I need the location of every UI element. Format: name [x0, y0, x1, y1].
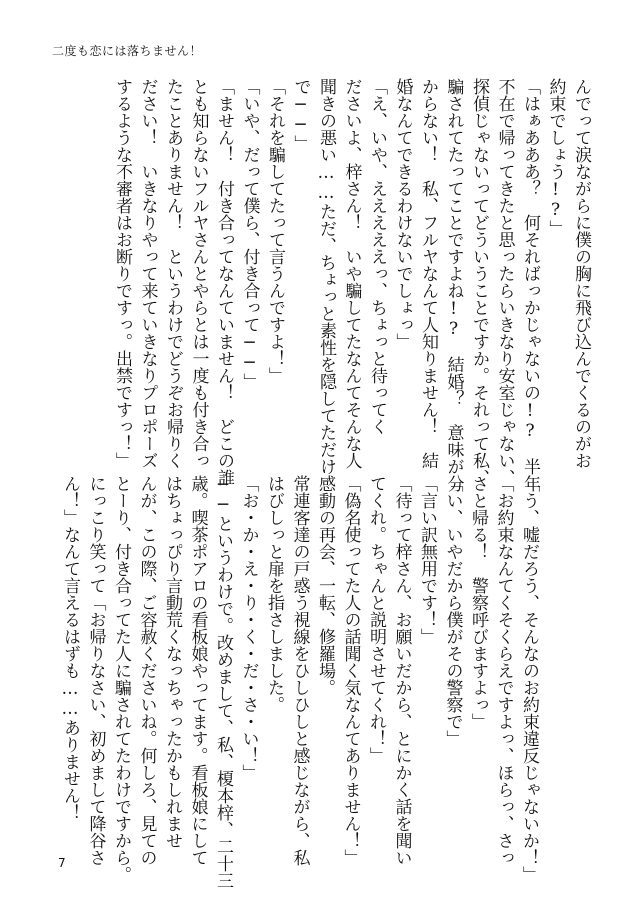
running-header: 二度も恋には落ちません！ — [52, 44, 203, 58]
text-line: 「お約束なんてくそくらえですよっ、ほらっ、さっ — [493, 475, 514, 866]
text-line: んが、この際、ご容赦くださいね。何しろ、見ての — [136, 475, 157, 866]
text-line: するような不審者はお断りですっ。出禁ですっ！」 — [112, 78, 132, 469]
text-line: 「い、いやだから僕がその警察で」 — [442, 475, 463, 747]
text-line: ん！」なんて言えるはずも……ありません！ — [60, 475, 80, 821]
text-line: はちょっぴり言動荒くなっちゃったかもしれませ — [162, 475, 182, 849]
text-line: 婚なんてできるわけないでしょっ」 — [392, 78, 413, 350]
text-line: 感動の再会、一転、修羅場。 — [315, 475, 335, 696]
text-line: 「え、いや、えええええっ、ちょっと待ってく — [367, 78, 387, 435]
page-number: 7 — [58, 856, 66, 870]
text-line: からない！ 私、フルヤなんて人知りません！ 結 — [418, 78, 438, 469]
text-line: てくれ。ちゃんと説明させてくれ！」 — [366, 475, 386, 764]
text-line: とーり、付き合ってた人に騙されてたわけですから。 — [111, 475, 131, 883]
text-line: にっこり笑って「お帰りなさい、初めまして降谷さ — [85, 475, 106, 866]
text-line: 探偵じゃないってどういうことですか。それって私、 — [469, 78, 489, 486]
text-line: とも知らないフルヤさんとやらとは一度も付き合っ — [188, 78, 209, 469]
text-line: 「言い訳無用です！」 — [417, 475, 437, 645]
text-line: はびしっと扉を指さしました。 — [264, 475, 284, 713]
text-line: 「待って梓さん、お願いだから、とにかく話を聞い — [391, 475, 412, 866]
text-line: 約束でしょう!?」 — [545, 78, 566, 237]
text-line: 「お・か・え・り・く・だ・さ・い！」 — [238, 475, 259, 781]
text-line: ──というわけで。改めまして、私、榎本梓、二十三 — [213, 475, 233, 889]
text-line: 騙されてたってことですよね!? 結婚？ 意味が分 — [443, 78, 464, 492]
text-line: 聞きの悪い……ただ、ちょっと素性を隠してただけ — [316, 78, 336, 475]
text-line: たことありません！ というわけでどうぞお帰りく — [163, 78, 183, 469]
text-block-top — [109, 78, 594, 492]
text-line: 不在で帰ってきたと思ったらいきなり安室じゃない、 — [494, 78, 515, 486]
text-line: 「偽名使ってた人の話聞く気なんてありません！」 — [340, 475, 361, 866]
text-line: ださいよ、梓さん！ いや騙してたなんてそんな人 — [341, 78, 362, 469]
text-line: 歳。喫茶ポアロの看板娘やってます。看板娘にして — [187, 475, 208, 866]
text-block-bottom — [57, 475, 542, 889]
text-line: 「う、嘘だろう、そんなのお約束違反じゃないか！」 — [519, 475, 539, 883]
text-line: 「はぁあああ？ 何そればっかじゃないの!? 半年 — [520, 78, 540, 492]
text-line: 常連客達の戸惑う視線をひしひしと感じながら、私 — [289, 475, 310, 866]
text-line: さと帰る！ 警察呼びますよっ」 — [468, 475, 488, 730]
text-line: 「ません！ 付き合ってなんていません！ どこの誰 — [214, 78, 234, 486]
text-line: 「それを騙してたって言うんですよ！」 — [265, 78, 285, 384]
text-line: で──」 — [290, 78, 311, 152]
text-line: ださい！ いきなりやって来ていきなりプロポーズ — [137, 78, 158, 469]
text-line: んでって涙ながらに僕の胸に飛び込んでくるのがお — [571, 78, 591, 469]
text-line: 「いや、だって僕ら、付き合って──」 — [239, 78, 260, 390]
